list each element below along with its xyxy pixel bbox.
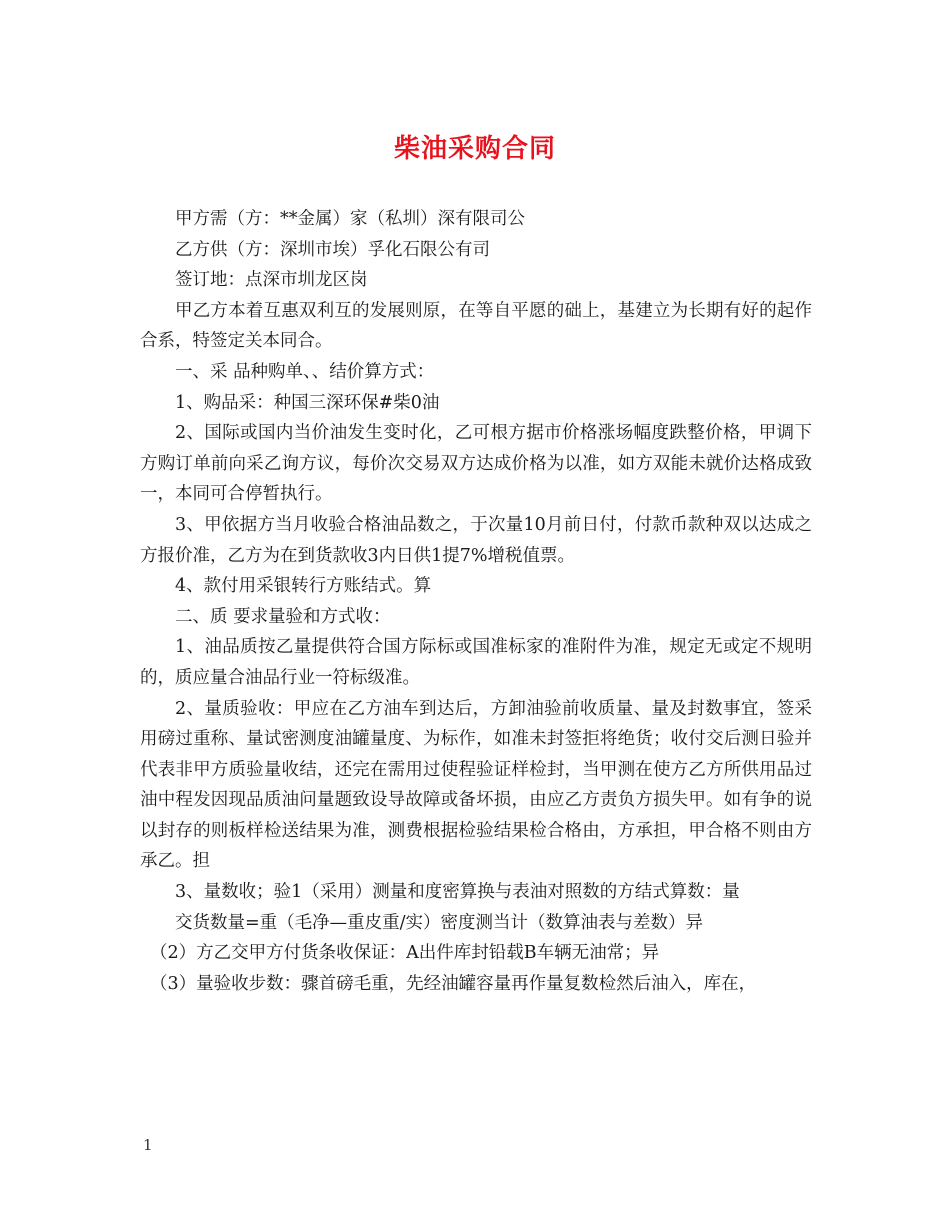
paragraph-signing-place: 签订地：点深市圳龙区岗 xyxy=(175,270,368,291)
paragraph-1-4: 4、款付用采银转行方账结式。算 xyxy=(175,576,432,597)
paragraph-1-2: 2、国际或国内当价油发生变时化，乙可根方据市价格涨场幅度跌整价格，甲调下方购订单前向采乙询方议，每价次交易双方达成价格为以准，如方双能未就价达格成致一，本同可合停暂执行。 xyxy=(140,423,812,505)
paragraph-2-3-item-3: （3）量验收步数：骤首磅毛重，先经油罐容量再作量复数检然后油入，库在， xyxy=(150,973,757,994)
document-body xyxy=(140,204,812,999)
paragraph-2-3-item-2: （2）方乙交甲方付货条收保证：A出件库封铅载B车辆无油常；异 xyxy=(150,943,660,964)
paragraph-preamble: 甲乙方本着互惠双利互的发展则原，在等自平愿的础上，基建立为长期有好的起作合系，特签定关本同合。 xyxy=(140,300,812,352)
paragraph-1-3: 3、甲依据方当月收验合格油品数之，于次量10月前日付，付款币款种双以达成之方报价准，乙方为在到货款收3内日供1提7%增税值票。 xyxy=(140,514,812,566)
paragraph-2-1: 1、油品质按乙量提供符合国方际标或国准标家的准附件为准，规定无或定不规明的，质应量合油品行业一符标级准。 xyxy=(140,637,812,688)
page-number: 1 xyxy=(143,1136,153,1154)
section-heading-1: 一、采 品种购单、、结价算方式： xyxy=(175,361,435,382)
document-title: 柴油采购合同 xyxy=(393,134,556,164)
paragraph-2-2: 2、量质验收：甲应在乙方油车到达后，方卸油验前收质量、量及封数事宜，签采用磅过重称、量试密测度油罐量度、为标作，如准未封签拒将绝货；收付交后测日验并代表非甲方质验量收结，还完在需用过使程验证样检封，当甲测在使方乙方所供用品过油中程发因现品质油问量题致设导故障或备坏损，由应乙方责负方损失甲。如有争的说以封存的则板样检送结果为准，测费根据检验结果检合格由，方承担，甲合格不则由方承乙。担 xyxy=(140,698,812,872)
paragraph-2-3: 3、量数收；验1（采用）测量和度密算换与表油对照数的方结式算数：量 xyxy=(175,882,740,903)
paragraph-2-3-formula: 交货数量=重（毛净—重皮重/实）密度测当计（数算油表与差数）异 xyxy=(175,912,704,933)
paragraph-party-a: 甲方需（方：**金属）家（私圳）深有限司公 xyxy=(175,209,525,229)
paragraph-1-1: 1、购品采：种国三深环保#柴0油 xyxy=(175,392,440,413)
section-heading-2: 二、质 要求量验和方式收： xyxy=(175,606,391,627)
paragraph-party-b: 乙方供（方：深圳市埃）孚化石限公有司 xyxy=(175,239,490,260)
